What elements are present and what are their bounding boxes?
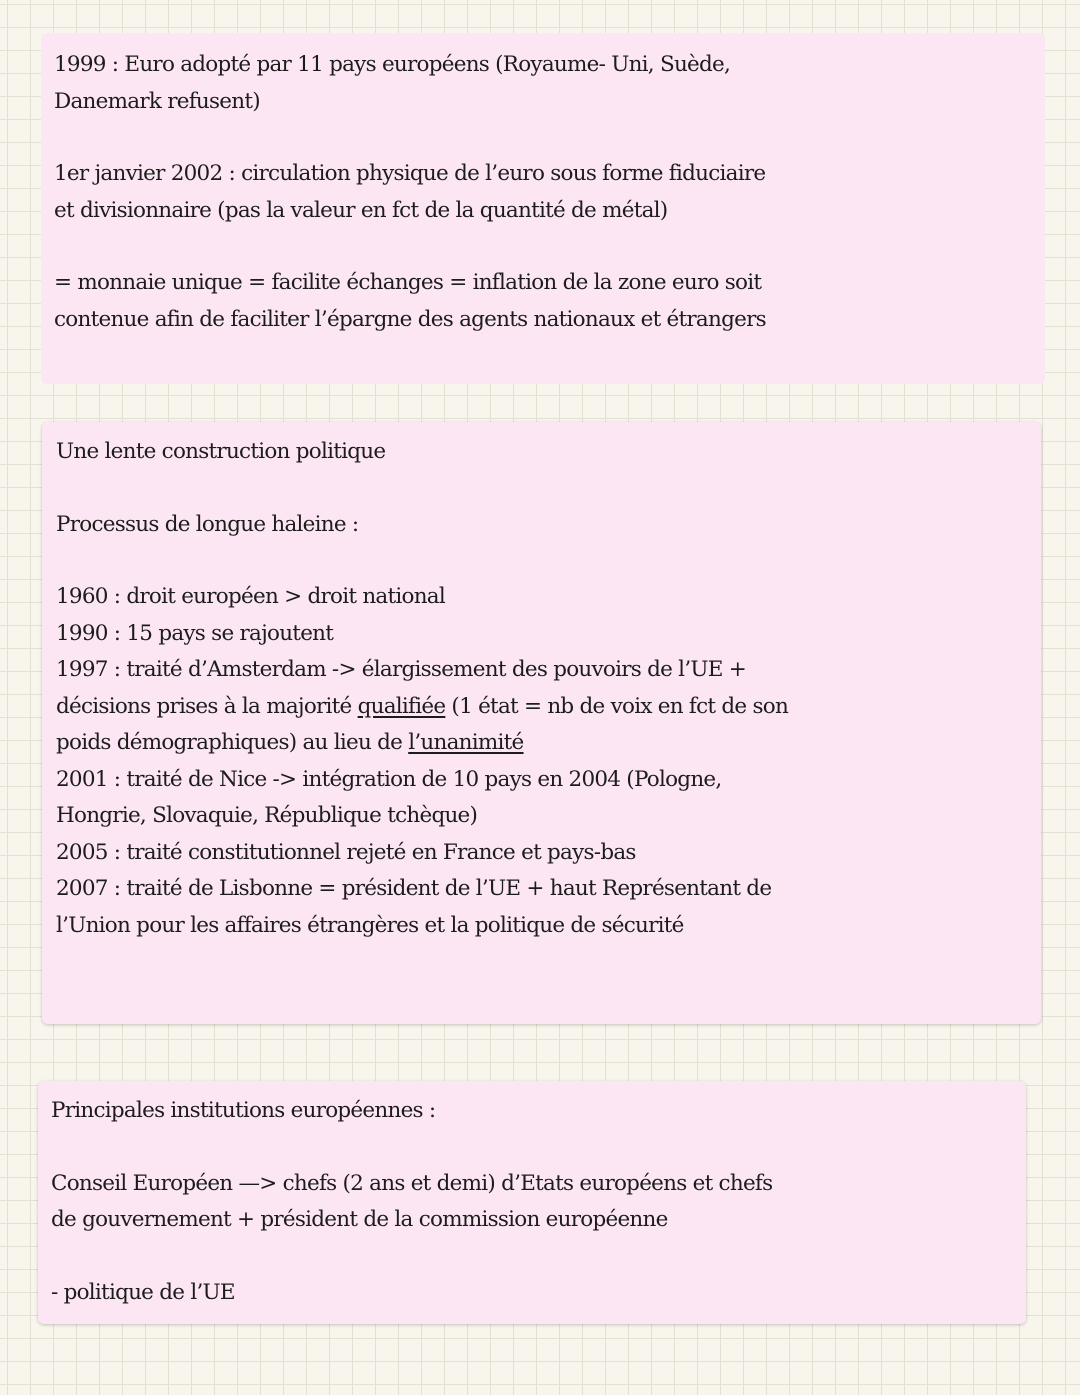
- timeline-line: 1990 : 15 pays se rajoutent: [56, 620, 334, 646]
- timeline-line: 1997 : traité d’Amsterdam -> élargissement des pouvoirs de l’UE +: [56, 657, 747, 682]
- text-line: Conseil Européen —> chefs (2 ans et demi) d’Etats européens et chefs: [51, 1170, 773, 1196]
- note-card-construction-politique: [42, 422, 1041, 1024]
- text-line: et divisionnaire (pas la valeur en fct de la quantité de métal): [54, 197, 668, 223]
- timeline-line: [56, 689, 1041, 726]
- text-span: (1 état = nb de voix en fct de son: [445, 693, 789, 719]
- timeline-line: 2005 : traité constitutionnel rejeté en France et pays-bas: [56, 839, 636, 865]
- timeline-line: Hongrie, Slovaquie, République tchèque): [56, 803, 478, 828]
- underlined-term: qualifiée: [357, 693, 446, 719]
- timeline-line: 2001 : traité de Nice -> intégration de 10 pays en 2004 (Pologne,: [56, 766, 722, 792]
- note-card-institutions: [38, 1081, 1026, 1324]
- timeline-line: 2007 : traité de Lisbonne = président de l’UE + haut Représentant de: [56, 876, 772, 901]
- underlined-term: l’unanimité: [408, 730, 524, 755]
- card-title: Une lente construction politique: [56, 439, 386, 464]
- card-title: Principales institutions européennes :: [51, 1098, 436, 1123]
- note-card-euro: [41, 33, 1045, 384]
- timeline-line: l’Union pour les affaires étrangères et la politique de sécurité: [56, 912, 684, 938]
- text-line: contenue afin de faciliter l’épargne des agents nationaux et étrangers: [54, 306, 766, 332]
- text-line: 1er janvier 2002 : circulation physique de l’euro sous forme fiduciaire: [54, 161, 766, 186]
- text-line: Danemark refusent): [54, 88, 260, 114]
- timeline-line: [56, 725, 1041, 762]
- text-span: poids démographiques) au lieu de: [56, 730, 409, 755]
- text-line: - politique de l’UE: [51, 1279, 235, 1305]
- text-line: = monnaie unique = facilite échanges = inflation de la zone euro soit: [54, 270, 762, 295]
- text-line: de gouvernement + président de la commission européenne: [51, 1207, 668, 1232]
- timeline-line: 1960 : droit européen > droit national: [56, 584, 445, 609]
- text-line: 1999 : Euro adopté par 11 pays européens (Royaume- Uni, Suède,: [54, 52, 731, 77]
- text-span: décisions prises à la majorité: [56, 693, 358, 719]
- card-subtitle: Processus de longue haleine :: [56, 511, 359, 537]
